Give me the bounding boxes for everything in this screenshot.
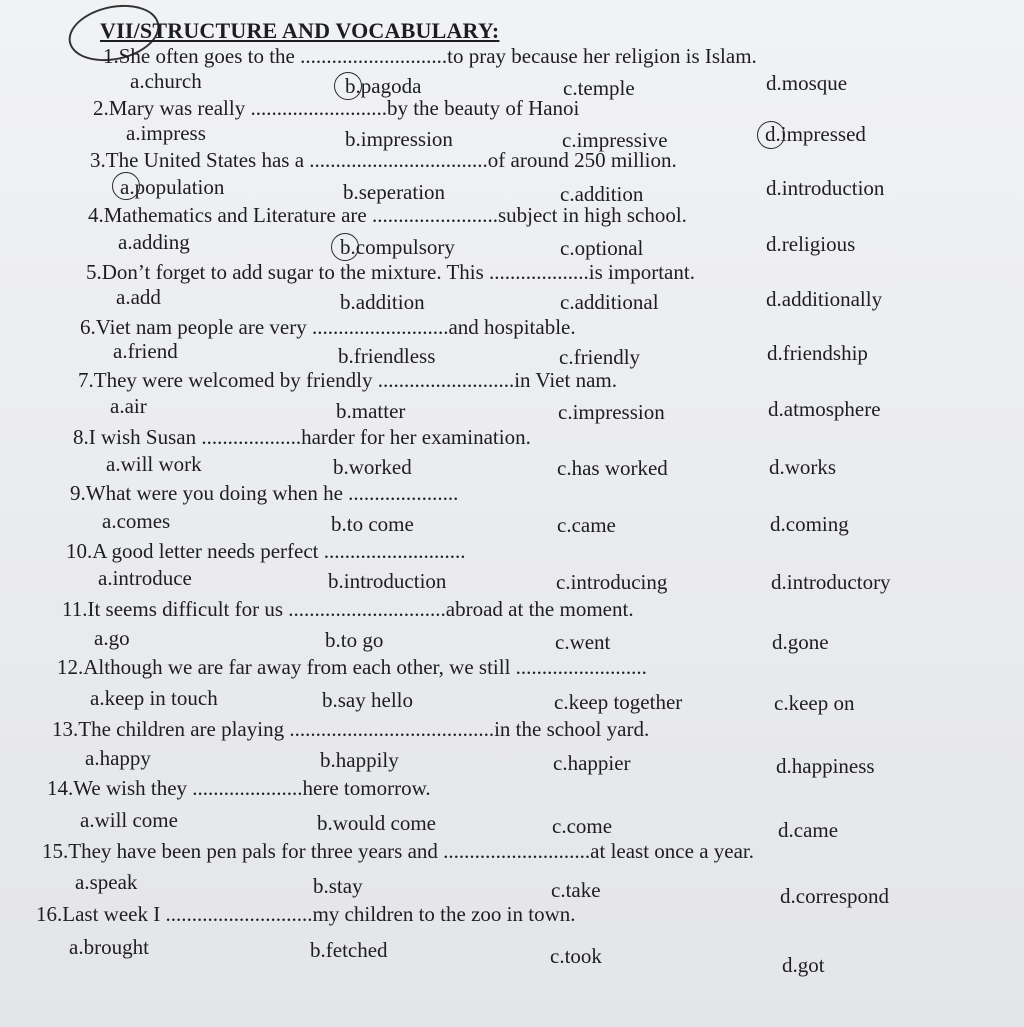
- question-8-option-c[interactable]: c.has worked: [557, 456, 668, 480]
- question-10-option-d[interactable]: d.introductory: [771, 570, 891, 594]
- question-10-stem: 10.A good letter needs perfect ...........................: [66, 539, 466, 563]
- question-10-option-c[interactable]: c.introducing: [556, 570, 668, 594]
- question-15-option-c[interactable]: c.take: [551, 878, 601, 902]
- question-5-option-c[interactable]: c.additional: [560, 290, 659, 314]
- question-9-option-a[interactable]: a.comes: [102, 509, 171, 533]
- question-11-option-b[interactable]: b.to go: [325, 628, 384, 652]
- question-12-option-a[interactable]: a.keep in touch: [90, 686, 218, 710]
- question-7-option-b[interactable]: b.matter: [336, 399, 406, 423]
- question-12-stem: 12.Although we are far away from each other, we still .........................: [57, 655, 647, 679]
- question-8-stem: 8.I wish Susan ...................harder for her examination.: [73, 425, 531, 449]
- question-1-option-b[interactable]: b.pagoda: [345, 74, 422, 98]
- question-3-option-a[interactable]: a.population: [120, 175, 225, 199]
- question-8-option-d[interactable]: d.works: [769, 455, 837, 479]
- question-4-option-d[interactable]: d.religious: [766, 232, 856, 256]
- question-6-stem: 6.Viet nam people are very ..........................and hospitable.: [80, 315, 576, 339]
- question-5-option-d[interactable]: d.additionally: [766, 287, 883, 311]
- question-14-option-c[interactable]: c.come: [552, 814, 613, 838]
- question-9-option-c[interactable]: c.came: [557, 513, 616, 537]
- question-15-option-a[interactable]: a.speak: [75, 870, 138, 894]
- question-6-option-b[interactable]: b.friendless: [338, 344, 436, 368]
- answer-circle-q4: [331, 233, 359, 261]
- question-14-stem: 14.We wish they .....................here tomorrow.: [47, 776, 431, 800]
- question-3-stem: 3.The United States has a ..................................of around 250 million.: [90, 148, 677, 172]
- question-1-option-c[interactable]: c.temple: [563, 76, 635, 100]
- question-12-option-c[interactable]: c.keep together: [554, 690, 683, 714]
- question-15-stem: 15.They have been pen pals for three years and ............................at least once a year.: [42, 839, 754, 863]
- question-16-option-a[interactable]: a.brought: [69, 935, 149, 959]
- question-6-option-c[interactable]: c.friendly: [559, 345, 641, 369]
- question-13-option-c[interactable]: c.happier: [553, 751, 631, 775]
- question-11-option-c[interactable]: c.went: [555, 630, 611, 654]
- question-6-option-a[interactable]: a.friend: [113, 339, 178, 363]
- question-1-option-d[interactable]: d.mosque: [766, 71, 848, 95]
- question-2-option-c[interactable]: c.impressive: [562, 128, 668, 152]
- question-2-option-d[interactable]: d.impressed: [765, 122, 866, 146]
- question-3-option-c[interactable]: c.addition: [560, 182, 644, 206]
- question-14-option-d[interactable]: d.came: [778, 818, 839, 842]
- question-16-option-d[interactable]: d.got: [782, 953, 825, 977]
- question-3-option-b[interactable]: b.seperation: [343, 180, 446, 204]
- question-13-stem: 13.The children are playing .......................................in the school yard.: [52, 717, 650, 741]
- question-13-option-a[interactable]: a.happy: [85, 746, 151, 770]
- question-15-option-d[interactable]: d.correspond: [780, 884, 890, 908]
- question-9-stem: 9.What were you doing when he .....................: [70, 481, 459, 505]
- question-4-option-a[interactable]: a.adding: [118, 230, 190, 254]
- question-11-option-d[interactable]: d.gone: [772, 630, 829, 654]
- question-8-option-b[interactable]: b.worked: [333, 455, 412, 479]
- question-13-option-d[interactable]: d.happiness: [776, 754, 875, 778]
- question-4-stem: 4.Mathematics and Literature are ........................subject in high school.: [88, 203, 687, 227]
- question-3-option-d[interactable]: d.introduction: [766, 176, 885, 200]
- question-4-option-c[interactable]: c.optional: [560, 236, 644, 260]
- question-7-option-c[interactable]: c.impression: [558, 400, 665, 424]
- question-11-option-a[interactable]: a.go: [94, 626, 130, 650]
- question-15-option-b[interactable]: b.stay: [313, 874, 363, 898]
- question-1-stem: 1.She often goes to the ............................to pray because her religion is Islam.: [103, 44, 757, 68]
- question-2-option-b[interactable]: b.impression: [345, 127, 453, 151]
- question-10-option-b[interactable]: b.introduction: [328, 569, 447, 593]
- question-13-option-b[interactable]: b.happily: [320, 748, 399, 772]
- question-10-option-a[interactable]: a.introduce: [98, 566, 192, 590]
- question-16-stem: 16.Last week I ............................my children to the zoo in town.: [36, 902, 576, 926]
- question-16-option-c[interactable]: c.took: [550, 944, 602, 968]
- question-1-option-a[interactable]: a.church: [130, 69, 202, 93]
- question-9-option-d[interactable]: d.coming: [770, 512, 849, 536]
- question-5-stem: 5.Don’t forget to add sugar to the mixture. This ...................is important.: [86, 260, 695, 284]
- question-7-option-d[interactable]: d.atmosphere: [768, 397, 881, 421]
- answer-circle-q2: [757, 121, 785, 149]
- section-title: VII/STRUCTURE AND VOCABULARY:: [100, 18, 500, 43]
- question-5-option-a[interactable]: a.add: [116, 285, 161, 309]
- question-12-option-b[interactable]: b.say hello: [322, 688, 413, 712]
- question-14-option-a[interactable]: a.will come: [80, 808, 178, 832]
- question-11-stem: 11.It seems difficult for us ..............................abroad at the moment.: [62, 597, 634, 621]
- question-7-stem: 7.They were welcomed by friendly ..........................in Viet nam.: [78, 368, 617, 392]
- question-2-stem: 2.Mary was really ..........................by the beauty of Hanoi: [93, 96, 580, 120]
- answer-circle-q3: [112, 172, 140, 200]
- question-8-option-a[interactable]: a.will work: [106, 452, 202, 476]
- question-2-option-a[interactable]: a.impress: [126, 121, 206, 145]
- question-6-option-d[interactable]: d.friendship: [767, 341, 868, 365]
- question-4-option-b[interactable]: b.compulsory: [340, 235, 455, 259]
- question-14-option-b[interactable]: b.would come: [317, 811, 436, 835]
- question-5-option-b[interactable]: b.addition: [340, 290, 425, 314]
- question-7-option-a[interactable]: a.air: [110, 394, 147, 418]
- question-12-option-d[interactable]: c.keep on: [774, 691, 855, 715]
- question-16-option-b[interactable]: b.fetched: [310, 938, 388, 962]
- question-9-option-b[interactable]: b.to come: [331, 512, 414, 536]
